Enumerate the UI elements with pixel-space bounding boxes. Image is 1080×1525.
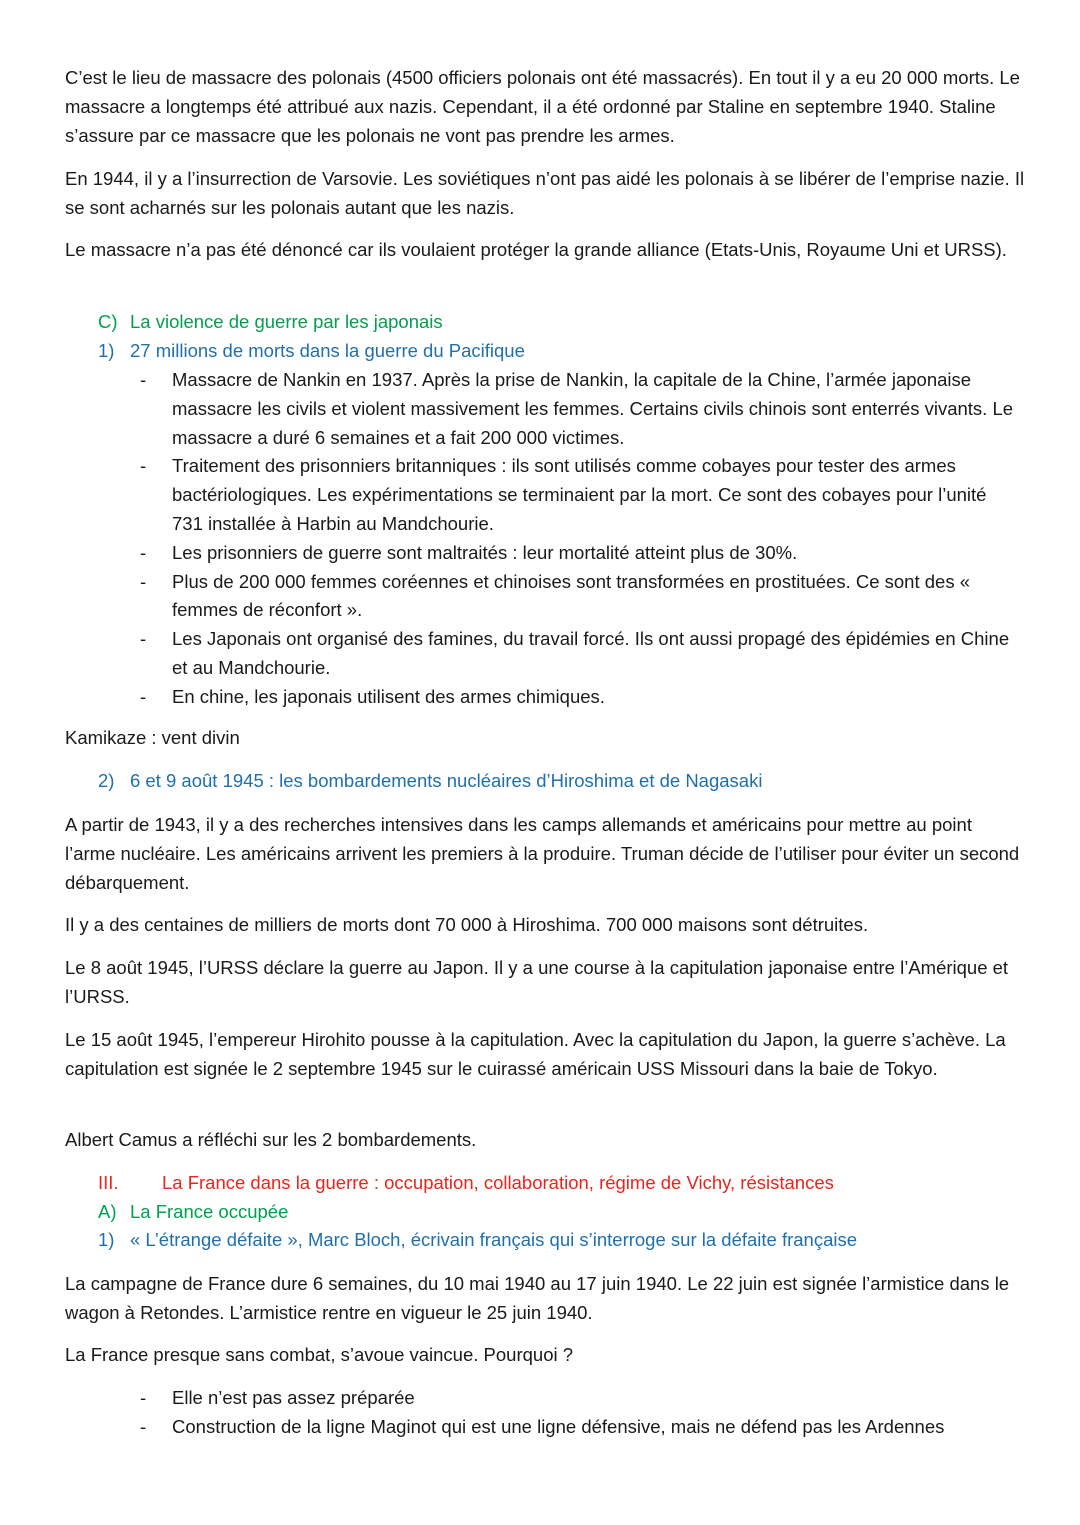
list-item-text: Les prisonniers de guerre sont maltraités : leur mortalité atteint plus de 30%.: [172, 541, 798, 563]
heading-marker: 1): [98, 340, 115, 361]
paragraph-campaign-of-france: La campagne de France dure 6 semaines, du 10 mai 1940 au 17 juin 1940. Le 22 juin est signée l’armistice dans le wagon à Retondes. L’armistice rentre en vigueur le 25 juin 1940.: [65, 1273, 1010, 1323]
paragraph-japan-capitulation: Le 15 août 1945, l’empereur Hirohito pousse à la capitulation. Avec la capitulation du Japon, la guerre s’achève. La capitulation est signée le 2 septembre 1945 sur le cuirassé américain USS Missouri dans la baie de Tokyo.: [65, 1029, 1006, 1079]
heading-marker: 2): [98, 770, 115, 791]
bullet-list-france: [140, 1384, 1020, 1442]
heading-marker: A): [98, 1201, 117, 1222]
heading-marker: III.: [98, 1172, 119, 1193]
heading-text: La violence de guerre par les japonais: [130, 311, 443, 332]
list-item: [140, 1413, 1020, 1442]
list-item: [140, 625, 1020, 683]
list-item: [140, 683, 1020, 712]
bullet-dash: -: [140, 455, 147, 477]
bullet-dash: -: [140, 1415, 147, 1437]
heading-marker: C): [98, 311, 118, 332]
list-item-text: Construction de la ligne Maginot qui est une ligne défensive, mais ne défend pas les Ardennes: [172, 1415, 945, 1437]
list-item-text: Massacre de Nankin en 1937. Après la prise de Nankin, la capitale de la Chine, l’armée japonaise massacre les civils et violent massivement les femmes. Certains civils chinois sont enterrés vivants. Le massacre a duré 6 semaines et a fait 200 000 victimes.: [172, 369, 1014, 448]
bullet-dash: -: [140, 369, 147, 390]
heading-japanese-violence: [98, 308, 443, 337]
heading-text: La France dans la guerre : occupation, collaboration, régime de Vichy, résistances: [162, 1172, 834, 1193]
list-item-text: En chine, les japonais utilisent des armes chimiques.: [172, 685, 605, 707]
heading-text: 27 millions de morts dans la guerre du Pacifique: [130, 340, 525, 361]
paragraph-grand-alliance: Le massacre n’a pas été dénoncé car ils voulaient protéger la grande alliance (Etats-Unis, Royaume Uni et URSS).: [65, 239, 1007, 260]
bullet-dash: -: [140, 570, 147, 592]
list-item: [140, 539, 1020, 568]
heading-france-in-war: [98, 1169, 834, 1198]
list-item-text: Elle n’est pas assez préparée: [172, 1387, 415, 1408]
heading-text: La France occupée: [130, 1201, 289, 1222]
bullet-dash: -: [140, 685, 147, 707]
paragraph-kamikaze: Kamikaze : vent divin: [65, 727, 240, 748]
list-item: [140, 452, 1020, 538]
heading-occupied-france: [98, 1198, 288, 1227]
heading-strange-defeat: [98, 1226, 857, 1255]
heading-marker: 1): [98, 1229, 115, 1250]
paragraph-katyn-massacre: C’est le lieu de massacre des polonais (4500 officiers polonais ont été massacrés). En tout il y a eu 20 000 morts. Le massacre a longtemps été attribué aux nazis. Cependant, il a été ordonné par Staline en septembre 1940. Staline s’assure par ce massacre que les polonais ne vont pas prendre les armes.: [65, 67, 1020, 146]
list-item: [140, 568, 1020, 626]
list-item-text: Les Japonais ont organisé des famines, du travail forcé. Ils ont aussi propagé des épidémies en Chine et au Mandchourie.: [172, 628, 1010, 678]
bullet-dash: -: [140, 628, 147, 650]
paragraph-warsaw-uprising: En 1944, il y a l’insurrection de Varsovie. Les soviétiques n’ont pas aidé les polonais à se libérer de l’emprise nazie. Il se sont acharnés sur les polonais autant que les nazis.: [65, 168, 1025, 218]
list-item-text: Plus de 200 000 femmes coréennes et chinoises sont transformées en prostituées. Ce sont des « femmes de réconfort ».: [172, 570, 971, 621]
bullet-dash: -: [140, 1387, 147, 1408]
bullet-list-japan: [140, 366, 1020, 712]
paragraph-urss-declares-war: Le 8 août 1945, l’URSS déclare la guerre au Japon. Il y a une course à la capitulation japonaise entre l’Amérique et l’URSS.: [65, 957, 1009, 1007]
paragraph-albert-camus: Albert Camus a réfléchi sur les 2 bombardements.: [65, 1129, 477, 1150]
list-item-text: Traitement des prisonniers britanniques : ils sont utilisés comme cobayes pour tester des armes bactériologiques. Les expérimentations se terminaient par la mort. Ce sont des cobayes pour l’unité 731 installée à Harbin au Mandchourie.: [172, 455, 987, 534]
heading-text: « L’étrange défaite », Marc Bloch, écrivain français qui s’interroge sur la défaite française: [130, 1229, 858, 1250]
heading-nuclear-bombings: [98, 767, 762, 796]
heading-pacific-deaths: [98, 337, 525, 366]
paragraph-hiroshima-deaths: Il y a des centaines de milliers de morts dont 70 000 à Hiroshima. 700 000 maisons sont détruites.: [65, 914, 869, 935]
heading-text: 6 et 9 août 1945 : les bombardements nucléaires d’Hiroshima et de Nagasaki: [130, 770, 763, 791]
list-item: [140, 1384, 1020, 1413]
paragraph-nuclear-research: A partir de 1943, il y a des recherches intensives dans les camps allemands et américains pour mettre au point l’arme nucléaire. Les américains arrivent les premiers à la produire. Truman décide de l’utiliser pour éviter un second débarquement.: [65, 814, 1020, 893]
list-item: [140, 366, 1020, 452]
bullet-dash: -: [140, 541, 147, 563]
paragraph-why-defeat: La France presque sans combat, s’avoue vaincue. Pourquoi ?: [65, 1344, 574, 1365]
